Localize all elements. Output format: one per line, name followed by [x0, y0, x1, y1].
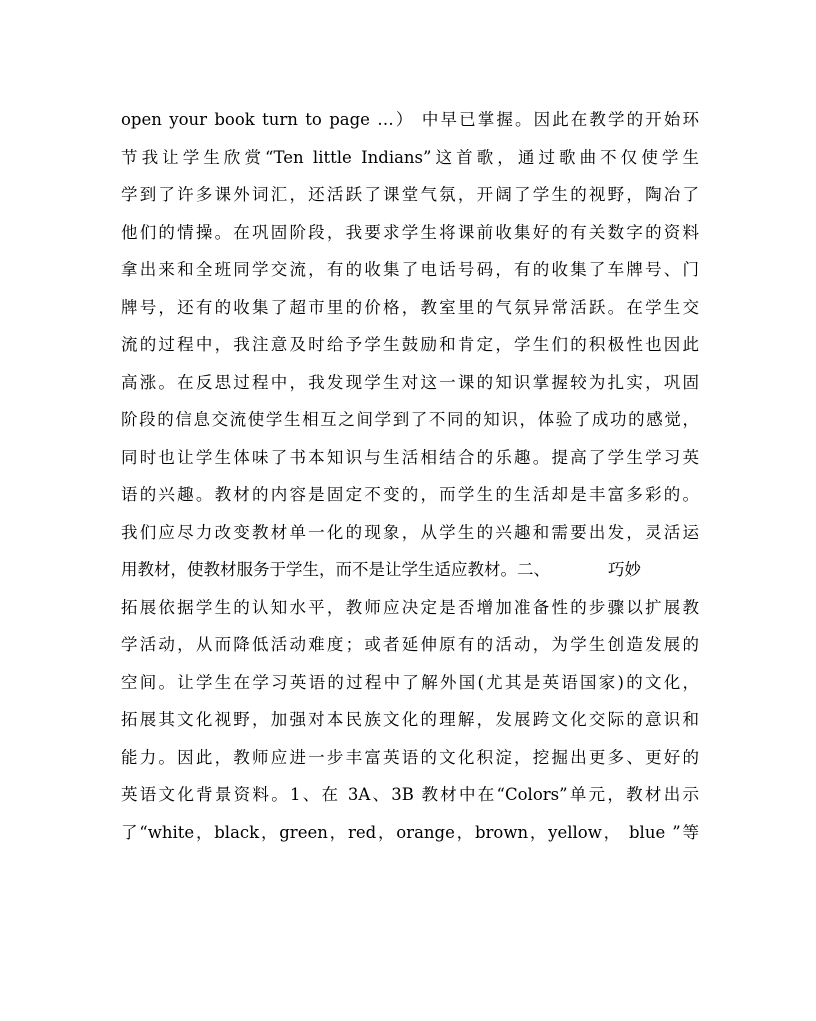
text-line: 他们的情操。在巩固阶段，我要求学生将课前收集好的有关数字的资料	[121, 222, 699, 242]
text-line: 拓展其文化视野，加强对本民族文化的理解，发展跨文化交际的意识和	[121, 710, 699, 729]
body-text	[121, 101, 699, 851]
text-line: 学到了许多课外词汇，还活跃了课堂气氛，开阔了学生的视野，陶冶了	[121, 185, 699, 204]
text-line-segment: 用教材，使教材服务于学生，而不是让学生适应教材。二、	[121, 560, 550, 579]
text-line: 了“white，black，green，red，orange，brown，yellow， blue ”等	[121, 822, 699, 842]
text-line: 阶段的信息交流使学生相互之间学到了不同的知识，体验了成功的感觉，	[121, 410, 699, 429]
section-heading: 巧妙	[608, 560, 641, 579]
text-line: 我们应尽力改变教材单一化的现象，从学生的兴趣和需要出发，灵活运	[121, 522, 699, 542]
text-line-with-heading	[121, 551, 699, 589]
text-line: 拓展依据学生的认知水平，教师应决定是否增加准备性的步骤以扩展教	[121, 597, 699, 617]
text-line: 节我让学生欣赏“Ten little Indians”这首歌，通过歌曲不仅使学生	[121, 147, 699, 167]
text-line: 空间。让学生在学习英语的过程中了解外国(尤其是英语国家)的文化，	[121, 672, 699, 692]
text-line: 拿出来和全班同学交流，有的收集了电话号码，有的收集了车牌号、门	[121, 260, 699, 279]
text-line: 同时也让学生体味了书本知识与生活相结合的乐趣。提高了学生学习英	[121, 447, 699, 467]
text-line: 语的兴趣。教材的内容是固定不变的，而学生的生活却是丰富多彩的。	[121, 485, 699, 504]
text-line: open your book turn to page …） 中早已掌握。因此在教学的开始环	[121, 110, 699, 129]
text-line: 英语文化背景资料。1、在 3A、3B 教材中在“Colors”单元，教材出示	[121, 785, 699, 804]
text-line: 学活动，从而降低活动难度；或者延伸原有的活动，为学生创造发展的	[121, 635, 699, 654]
text-line: 牌号，还有的收集了超市里的价格，教室里的气氛异常活跃。在学生交	[121, 297, 699, 317]
text-line: 高涨。在反思过程中，我发现学生对这一课的知识掌握较为扎实，巩固	[121, 372, 699, 392]
text-line: 能力。因此，教师应进一步丰富英语的文化积淀，挖掘出更多、更好的	[121, 747, 699, 767]
text-line: 流的过程中，我注意及时给予学生鼓励和肯定，学生们的积极性也因此	[121, 335, 699, 354]
